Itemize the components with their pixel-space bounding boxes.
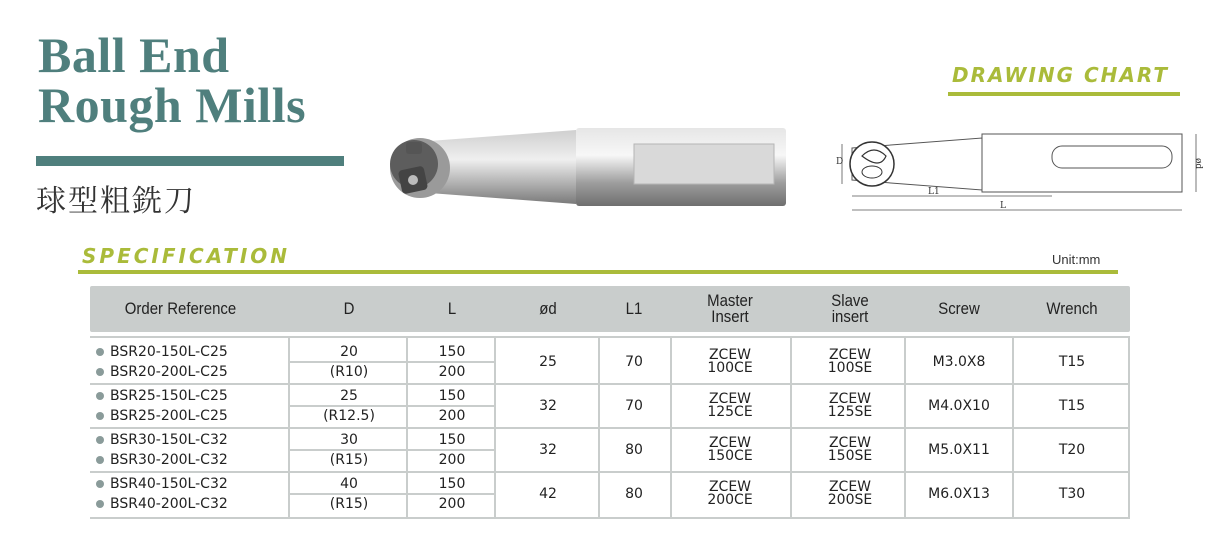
table-row-group	[78, 472, 1130, 516]
column-divider	[670, 338, 672, 518]
D-radius-cell: (R10)	[329, 363, 369, 380]
screw-cell: M5.0X11	[928, 441, 990, 458]
header-D: D	[343, 299, 355, 318]
wrench-cell: T15	[1058, 353, 1086, 370]
D-cell: 20	[340, 343, 358, 360]
L-cell: 150	[438, 343, 466, 360]
D-radius-cell: (R15)	[329, 495, 369, 512]
order-reference-cell: BSR25-150L-C25	[96, 386, 228, 406]
L-cell: 150	[438, 475, 466, 492]
D-cell: 40	[340, 475, 358, 492]
wrench-cell: T30	[1058, 485, 1086, 502]
L1-cell: 80	[625, 485, 643, 502]
order-reference-cell: BSR25-200L-C25	[96, 406, 228, 426]
column-divider	[1128, 338, 1130, 518]
master-insert-cell: ZCEW 100CE	[707, 347, 753, 376]
dim-L1-label: L1	[928, 187, 940, 197]
page-subtitle: 球型粗銑刀	[36, 184, 196, 219]
L-cell: 150	[438, 387, 466, 404]
D-cell: 30	[340, 431, 358, 448]
specification-heading: SPECIFICATION	[82, 244, 291, 268]
drawing-chart	[832, 128, 1212, 223]
row-divider	[90, 427, 1130, 429]
od-cell: 32	[539, 397, 557, 414]
D-radius-cell: (R12.5)	[323, 407, 375, 424]
column-divider	[1012, 338, 1014, 518]
column-divider	[790, 338, 792, 518]
order-reference-cell: BSR20-150L-C25	[96, 342, 228, 362]
D-radius-cell: (R15)	[329, 451, 369, 468]
bullet-icon	[96, 392, 104, 400]
column-divider	[406, 338, 408, 518]
column-divider	[494, 338, 496, 518]
table-row-group	[78, 340, 1130, 384]
header-L: L	[447, 299, 457, 318]
specification-underline	[78, 270, 1118, 274]
L-cell: 200	[438, 407, 466, 424]
screw-cell: M3.0X8	[932, 353, 986, 370]
L1-cell: 70	[625, 397, 643, 414]
drawing-chart-heading: DRAWING CHART	[952, 63, 1170, 87]
column-divider	[288, 338, 290, 518]
header-L1: L1	[625, 299, 643, 318]
header-od: ød	[539, 299, 557, 318]
header-order-reference: Order Reference	[124, 299, 237, 318]
title-line-1: Ball End	[38, 27, 230, 83]
od-cell: 42	[539, 485, 557, 502]
spec-table	[78, 282, 1128, 522]
title-underline-bar	[36, 156, 344, 166]
L-cell: 200	[438, 363, 466, 380]
header-slave-insert: Slave insert	[831, 291, 869, 326]
drawing-chart-underline	[948, 92, 1180, 96]
dim-od-label: ød	[1193, 158, 1203, 170]
order-reference-cell: BSR30-150L-C32	[96, 430, 228, 450]
unit-label: Unit:mm	[1052, 252, 1101, 267]
bullet-icon	[96, 456, 104, 464]
screw-cell: M6.0X13	[928, 485, 990, 502]
table-bottom-rule	[90, 517, 1130, 519]
D-cell: 25	[340, 387, 358, 404]
table-row-group	[78, 384, 1130, 428]
header-screw: Screw	[938, 299, 980, 318]
bullet-icon	[96, 436, 104, 444]
order-reference-cell: BSR40-200L-C32	[96, 494, 228, 514]
row-divider	[90, 471, 1130, 473]
column-divider	[904, 338, 906, 518]
L-cell: 200	[438, 451, 466, 468]
sub-row-divider	[290, 493, 496, 495]
bullet-icon	[96, 480, 104, 488]
sub-row-divider	[290, 361, 496, 363]
master-insert-cell: ZCEW 150CE	[707, 435, 753, 464]
L-cell: 200	[438, 495, 466, 512]
L1-cell: 80	[625, 441, 643, 458]
table-row-group	[78, 428, 1130, 472]
slave-insert-cell: ZCEW 150SE	[827, 435, 873, 464]
order-reference-cell: BSR40-150L-C32	[96, 474, 228, 494]
sub-row-divider	[290, 449, 496, 451]
L1-cell: 70	[625, 353, 643, 370]
dim-L-label: L	[1000, 201, 1006, 211]
screw-cell: M4.0X10	[928, 397, 990, 414]
master-insert-cell: ZCEW 125CE	[707, 391, 753, 420]
header-master-insert: Master Insert	[707, 291, 753, 326]
order-reference-cell: BSR30-200L-C32	[96, 450, 228, 470]
title-line-2: Rough Mills	[38, 77, 307, 133]
master-insert-cell: ZCEW 200CE	[707, 479, 753, 508]
bullet-icon	[96, 500, 104, 508]
od-cell: 25	[539, 353, 557, 370]
column-divider	[598, 338, 600, 518]
slave-insert-cell: ZCEW 125SE	[827, 391, 873, 420]
bullet-icon	[96, 348, 104, 356]
slave-insert-cell: ZCEW 100SE	[827, 347, 873, 376]
header-wrench: Wrench	[1046, 299, 1098, 318]
wrench-cell: T20	[1058, 441, 1086, 458]
od-cell: 32	[539, 441, 557, 458]
slave-insert-cell: ZCEW 200SE	[827, 479, 873, 508]
wrench-cell: T15	[1058, 397, 1086, 414]
sub-row-divider	[290, 405, 496, 407]
row-divider	[90, 383, 1130, 385]
order-reference-cell: BSR20-200L-C25	[96, 362, 228, 382]
bullet-icon	[96, 412, 104, 420]
dim-D-label: D	[836, 157, 844, 167]
page-title	[38, 27, 307, 133]
bullet-icon	[96, 368, 104, 376]
tool-photo	[386, 128, 786, 213]
L-cell: 150	[438, 431, 466, 448]
table-top-rule	[90, 336, 1130, 338]
